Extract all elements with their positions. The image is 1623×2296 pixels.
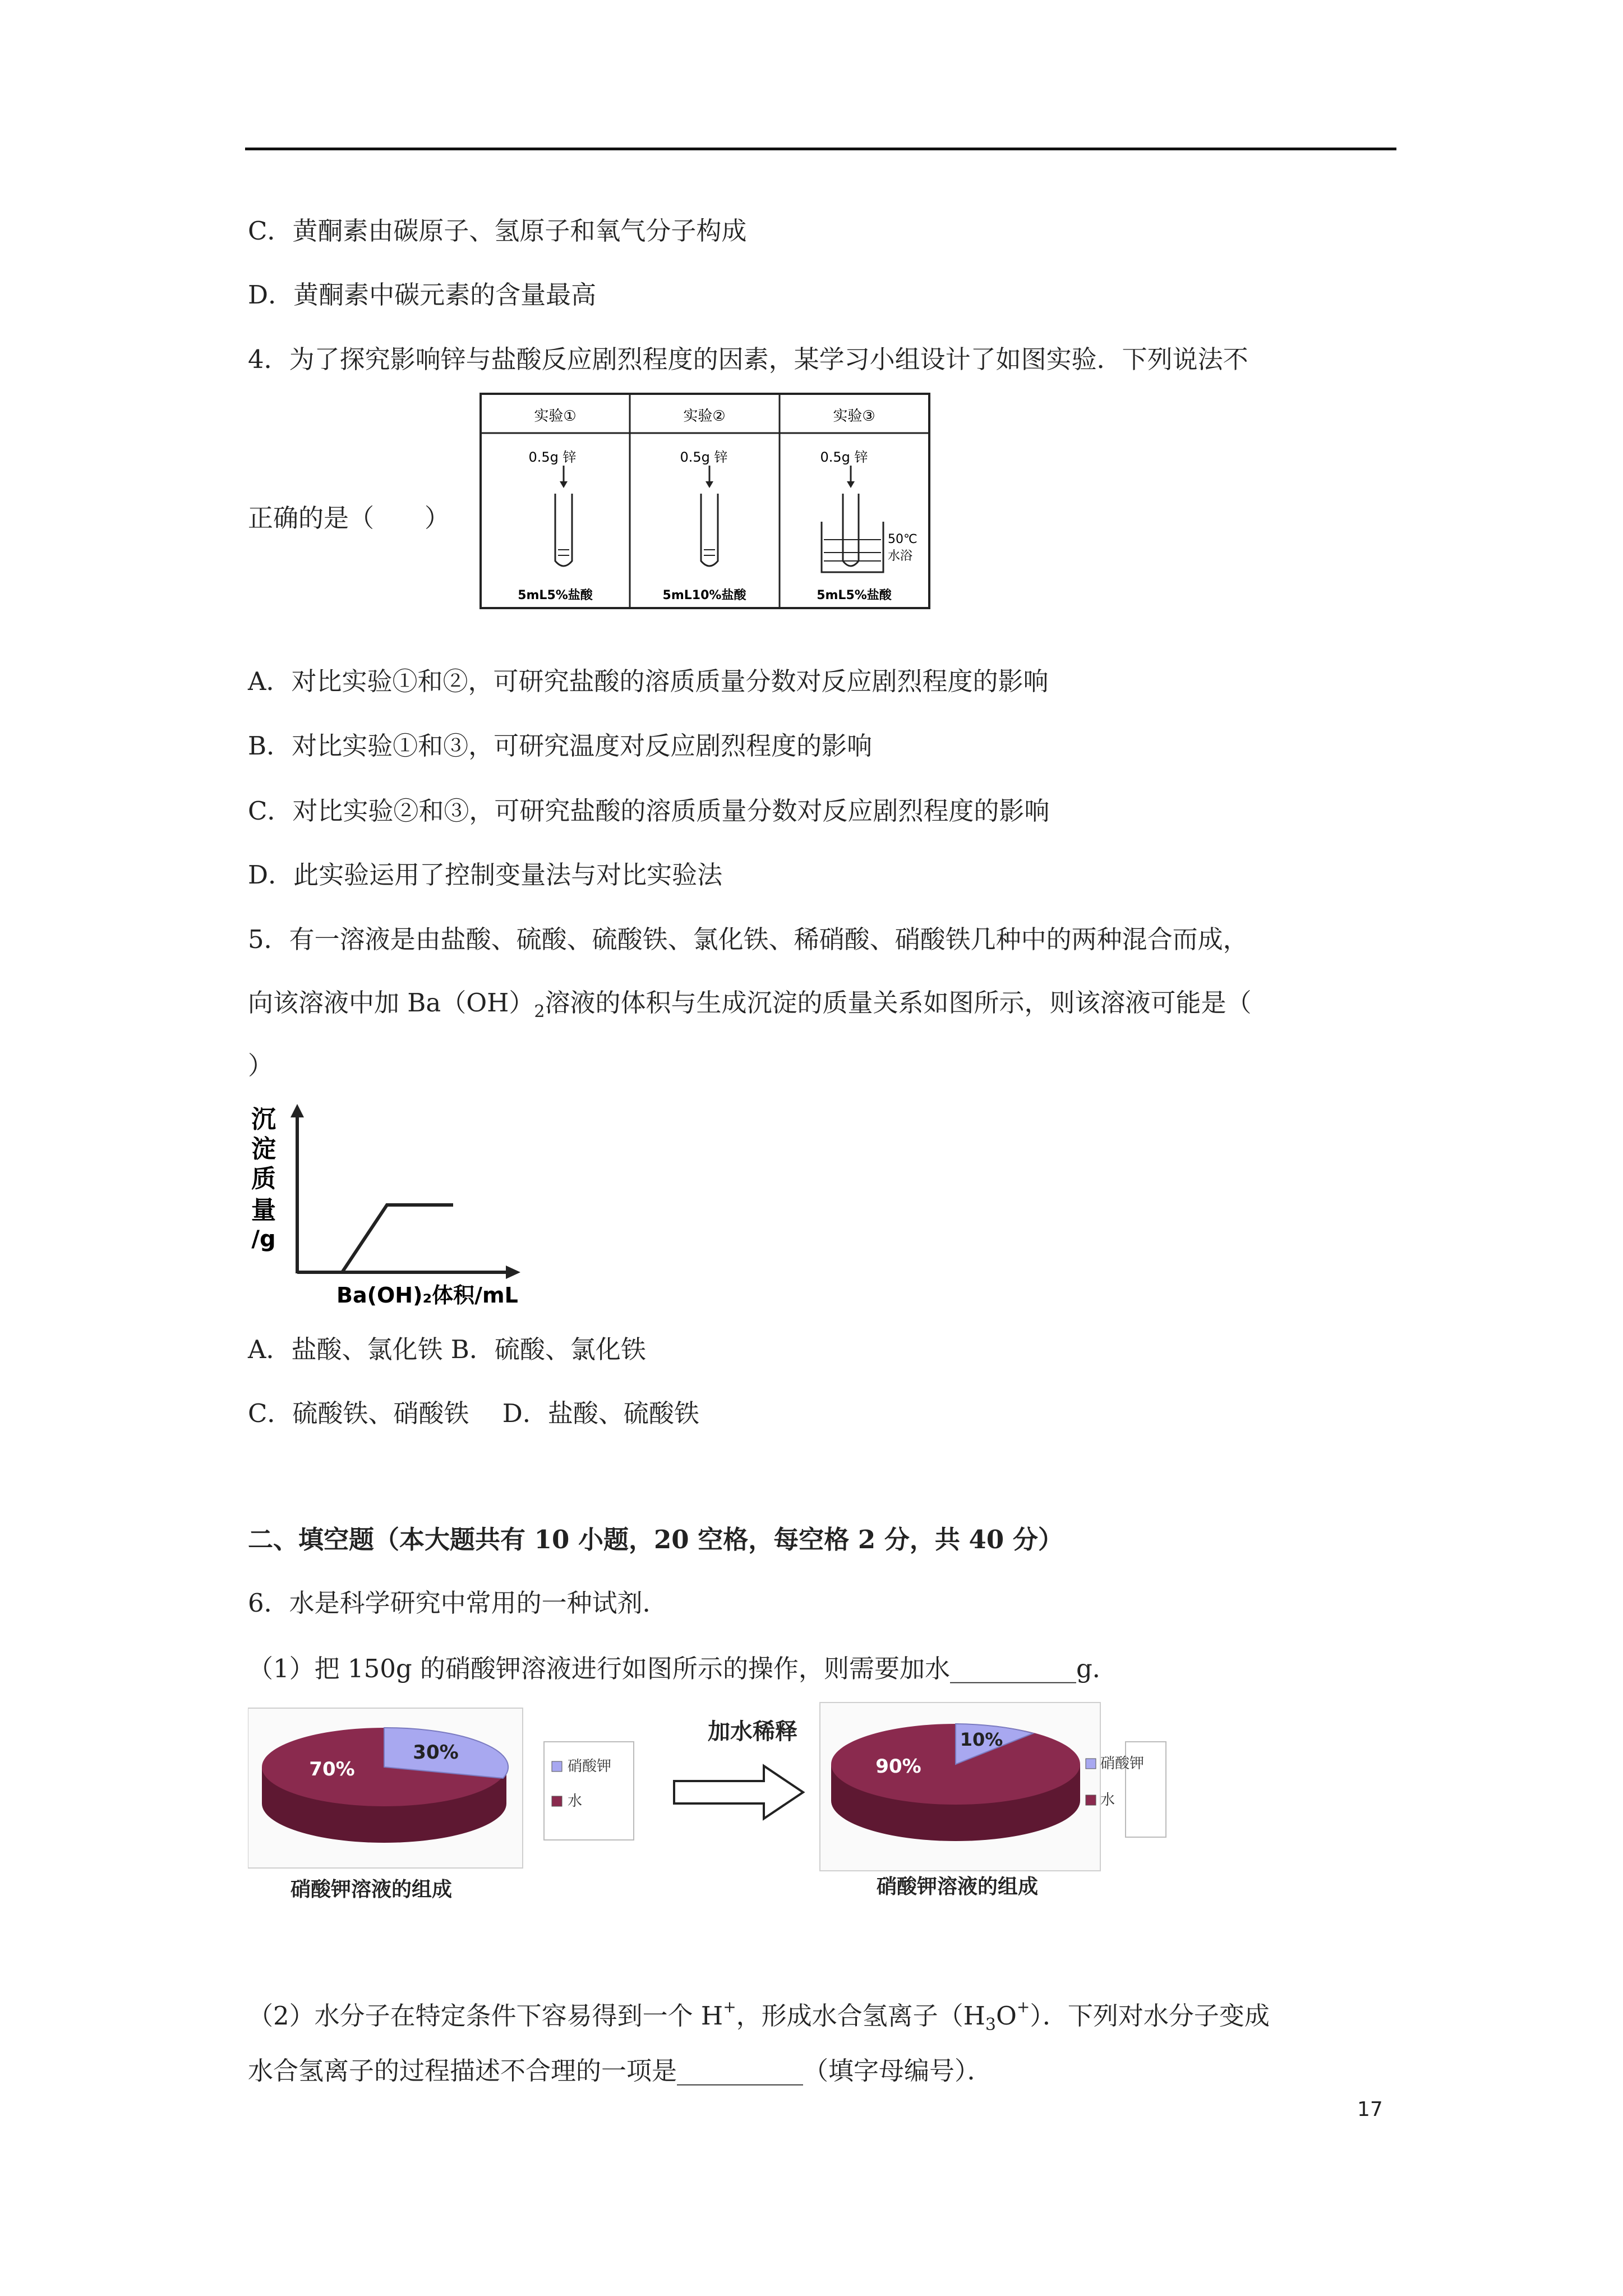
exp1-zinc-label: 0.5g 锌 <box>528 449 577 465</box>
exp1-header: 实验① <box>534 408 577 425</box>
question-4-stem: 4．为了探究影响锌与盐酸反应剧烈程度的因素，某学习小组设计了如图实验．下列说法不 <box>248 344 1248 374</box>
pie-before-water-pct: 70% <box>309 1758 355 1780</box>
pie-after <box>831 1724 1080 1841</box>
page-number: 17 <box>1357 2098 1383 2121</box>
bath-label: 水浴 <box>888 549 913 563</box>
legend-after-solute: 硝酸钾 <box>1100 1755 1145 1772</box>
dilution-label: 加水稀释 <box>708 1719 797 1745</box>
pie-before-caption: 硝酸钾溶液的组成 <box>290 1878 453 1901</box>
question-6-part-2: （2）水分子在特定条件下容易得到一个 H+，形成水合氢离子$(H_3O^+)$．下列对水分子变成 <box>248 1998 1270 2035</box>
option-4c: C．对比实验②和③，可研究盐酸的溶质质量分数对反应剧烈程度的影响 <box>248 796 1050 826</box>
precipitate-curve <box>342 1205 453 1272</box>
question-6-stem: 6．水是科学研究中常用的一种试剂． <box>248 1588 668 1618</box>
legend-before <box>544 1742 634 1840</box>
option-3d: D．黄酮素中碳元素的含量最高 <box>248 280 597 310</box>
legend-before-solute: 硝酸钾 <box>568 1758 612 1775</box>
legend-after-water: 水 <box>1100 1792 1115 1809</box>
option-4b: B．对比实验①和③，可研究温度对反应剧烈程度的影响 <box>248 731 873 761</box>
question-5-stem: 5．有一溶液是由盐酸、硫酸、硫酸铁、氯化铁、稀硝酸、硝酸铁几种中的两种混合而成， <box>248 924 1248 954</box>
pie-after-water-pct: 90% <box>875 1755 921 1778</box>
option-3c: C．黄酮素由碳原子、氢原子和氧气分子构成 <box>248 216 747 246</box>
dilution-arrow <box>674 1766 803 1819</box>
y-label-char-2: 淀 <box>251 1135 276 1163</box>
y-label-char-1: 沉 <box>251 1105 276 1134</box>
question-6-part-1: （1）把 150g 的硝酸钾溶液进行如图所示的操作，则需要加水__________g． <box>248 1654 1118 1683</box>
options-5ab: A．盐酸、氯化铁 B．硫酸、氯化铁 <box>248 1335 646 1364</box>
y-label-char-4: 量 <box>251 1196 276 1225</box>
exp2-header: 实验② <box>683 408 726 425</box>
options-5cd: C．硫酸铁、硝酸铁 D．盐酸、硫酸铁 <box>248 1398 699 1428</box>
exp2-acid-label: 5mL10%盐酸 <box>662 588 746 602</box>
exp2-zinc-label: 0.5g 锌 <box>680 449 728 465</box>
option-4a: A．对比实验①和②，可研究盐酸的溶质质量分数对反应剧烈程度的影响 <box>248 666 1049 696</box>
option-4d: D．此实验运用了控制变量法与对比实验法 <box>248 860 723 890</box>
x-axis-label: Ba(OH)₂体积/mL <box>336 1283 518 1308</box>
legend-before-water: 水 <box>568 1793 583 1810</box>
question-5-stem-end: ） <box>248 1051 274 1080</box>
pie-before-solute-pct: 30% <box>413 1741 459 1764</box>
pie-composition-figure <box>248 1700 1168 1902</box>
experiment-figure <box>479 393 931 610</box>
exp3-header: 实验③ <box>833 408 875 425</box>
pie-after-caption: 硝酸钾溶液的组成 <box>876 1875 1039 1898</box>
exp3-acid-label: 5mL5%盐酸 <box>817 588 892 602</box>
question-6-part-2-cont: 水合氢离子的过程描述不合理的一项是__________（填字母编号）． <box>248 2056 993 2086</box>
exp1-acid-label: 5mL5%盐酸 <box>518 588 593 602</box>
y-label-char-5: /g <box>251 1226 276 1252</box>
section-2-heading: 二、填空题（本大题共有 10 小题，20 空格，每空格 2 分，共 40 分） <box>248 1525 1063 1554</box>
question-5-stem-cont: 向该溶液中加 $Ba(OH)_2$溶液的体积与生成沉淀的质量关系如图所示，则该溶液可能是（ <box>248 988 1252 1022</box>
y-label-char-3: 质 <box>251 1165 276 1193</box>
header-rule <box>245 148 1396 150</box>
pie-after-solute-pct: 10% <box>960 1729 1003 1750</box>
exp3-zinc-label: 0.5g 锌 <box>820 449 868 465</box>
question-4-stem-cont: 正确的是（ ） <box>248 503 450 533</box>
precipitate-graph <box>247 1099 527 1313</box>
bath-temp-label: 50℃ <box>888 532 917 546</box>
pie-before <box>262 1728 508 1843</box>
